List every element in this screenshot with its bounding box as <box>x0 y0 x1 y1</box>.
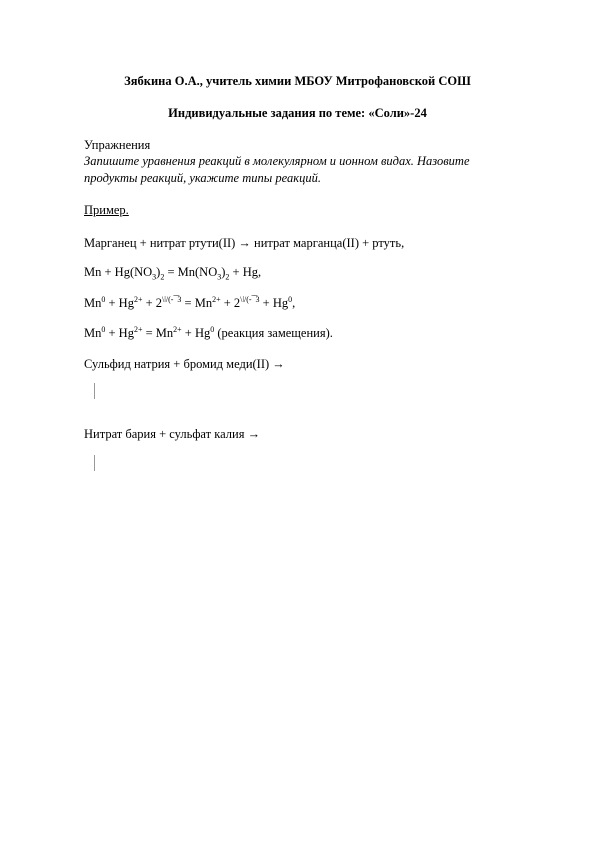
answer-field-marker-2 <box>94 455 95 471</box>
task-1: Сульфид натрия + бромид меди(II) → <box>84 357 285 371</box>
topic-line: Индивидуальные задания по теме: «Соли»-24 <box>168 106 427 120</box>
example-label: Пример. <box>84 203 129 217</box>
molecular-equation: $Mn + Hg(NO_3)_2 = Mn(NO_3)_2 + Hg$, <box>84 265 262 282</box>
instruction-line-1: Запишите уравнения реакций в молекулярном и ионном видах. Назовите <box>84 154 470 168</box>
author-line: Зябкина О.А., учитель химии МБОУ Митрофановской СОШ <box>124 74 471 88</box>
exercise-label: Упражнения <box>84 138 151 152</box>
example-word-equation: Марганец + нитрат ртути(II) → нитрат марганца(II) + ртуть, <box>84 236 405 250</box>
short-ionic-equation: $Mn^0 + Hg^{2+} = Mn^{2+} + Hg^0$ (реакция замещения). <box>84 324 333 340</box>
task-2: Нитрат бария + сульфат калия → <box>84 427 261 441</box>
full-ionic-equation: $Mn^0 + Hg^{2+} + 2^{\backslash ǀ/(- ̅ ̅3} = Mn^{2+} + 2^{\backslash ǀ/(- ̅ ̅3} + Hg^0$, <box>84 294 296 310</box>
instruction-line-2: продукты реакций, укажите типы реакций. <box>84 171 321 185</box>
answer-field-marker-1 <box>94 383 95 399</box>
